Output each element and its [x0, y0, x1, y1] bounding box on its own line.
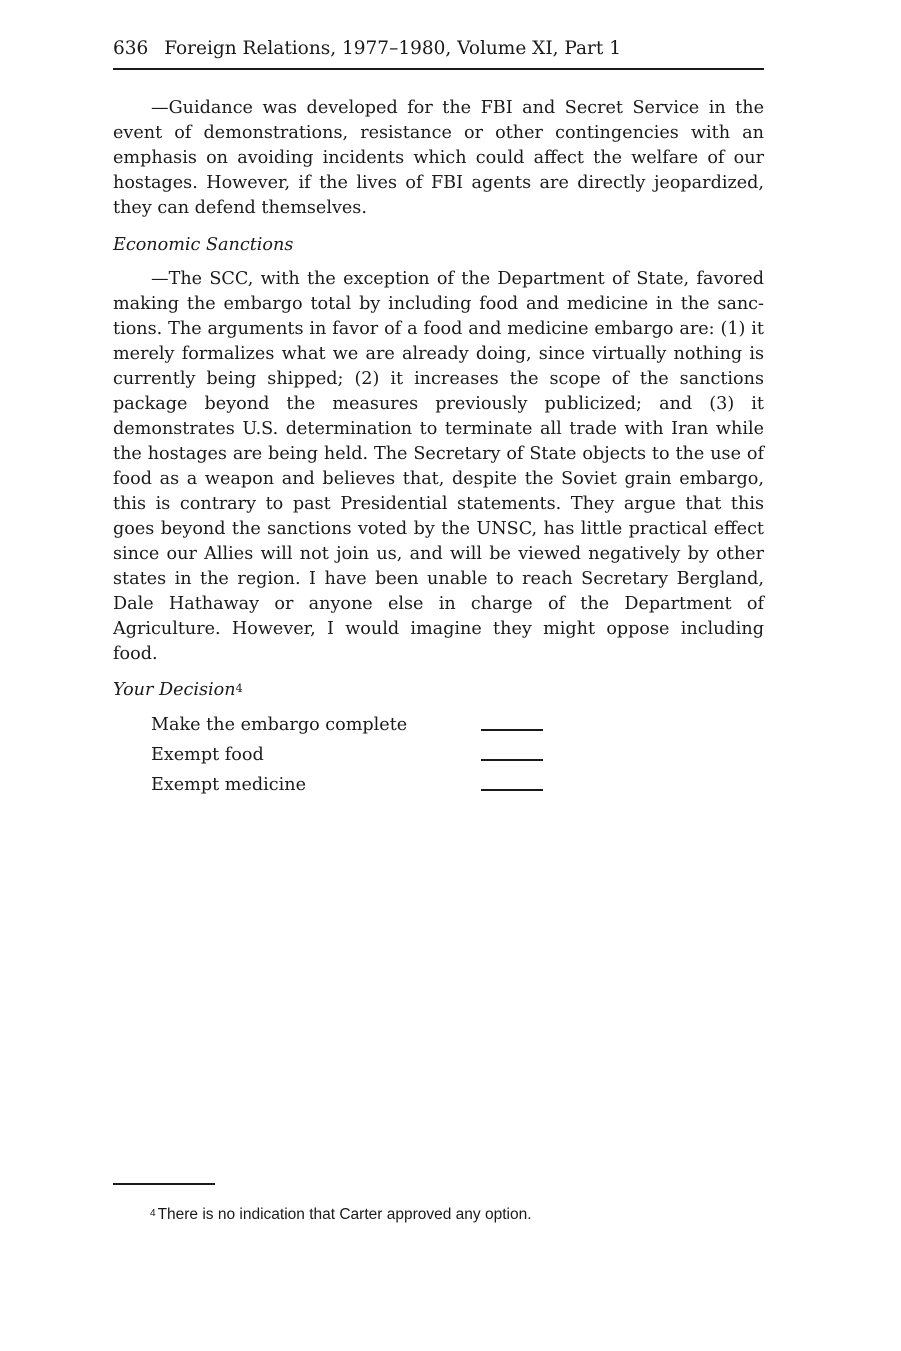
footnote-reference: 4	[235, 682, 243, 695]
footnote-divider	[113, 1183, 215, 1185]
footnote	[150, 1205, 532, 1225]
paragraph-embargo-arguments: —The SCC, with the exception of the Department of State, favored making the embargo total by including food and medicine in the sanctions. The arguments in favor of a food and medicine embargo are: (1) it merely formalizes what we are already doing, since virtually nothing is currently being shipped; (2) it increases the scope of the sanctions package beyond the measures previously publicized; and (3) it demonstrates U.S. determination to terminate all trade with Iran while the hostages are being held. The Secretary of State objects to the use of food as a weapon and believes that, despite the Soviet grain embargo, this is contrary to past Presidential statements. They argue that this goes beyond the sanctions voted by the UNSC, has little practical effect since our Allies will not join us, and will be viewed negatively by other states in the region. I have been unable to reach Secretary Bergland, Dale Hathaway or anyone else in charge of the Department of Agriculture. However, I would imagine they might oppose including food.	[113, 269, 764, 664]
running-header	[113, 36, 764, 70]
document-page	[113, 36, 764, 798]
option-row	[151, 768, 764, 798]
option-label: Exempt medicine	[151, 775, 306, 795]
option-blank-line	[481, 729, 543, 731]
subheading-decision-text: Your Decision	[113, 680, 236, 700]
footnote-marker: 4	[150, 1208, 156, 1219]
volume-title: Foreign Relations, 1977–1980, Volume XI, Part 1	[164, 38, 621, 59]
option-blank-line	[481, 759, 543, 761]
subheading-your-decision	[113, 678, 764, 703]
decision-options	[151, 708, 764, 798]
subheading-economic-sanctions: Economic Sanctions	[113, 235, 294, 255]
option-label: Exempt food	[151, 745, 264, 765]
paragraph-guidance: —Guidance was developed for the FBI and Secret Service in the event of demonstrations, resistance or other contingencies with an emphasis on avoiding incidents which could affect the welfare of our hostages. However, if the lives of FBI agents are directly jeopardized, they can defend themselves.	[113, 98, 764, 218]
page-number: 636	[113, 38, 149, 59]
option-label: Make the embargo complete	[151, 715, 408, 735]
option-blank-line	[481, 789, 543, 791]
footnote-text: There is no indication that Carter approved any option.	[157, 1206, 532, 1223]
option-row	[151, 708, 764, 738]
option-row	[151, 738, 764, 768]
